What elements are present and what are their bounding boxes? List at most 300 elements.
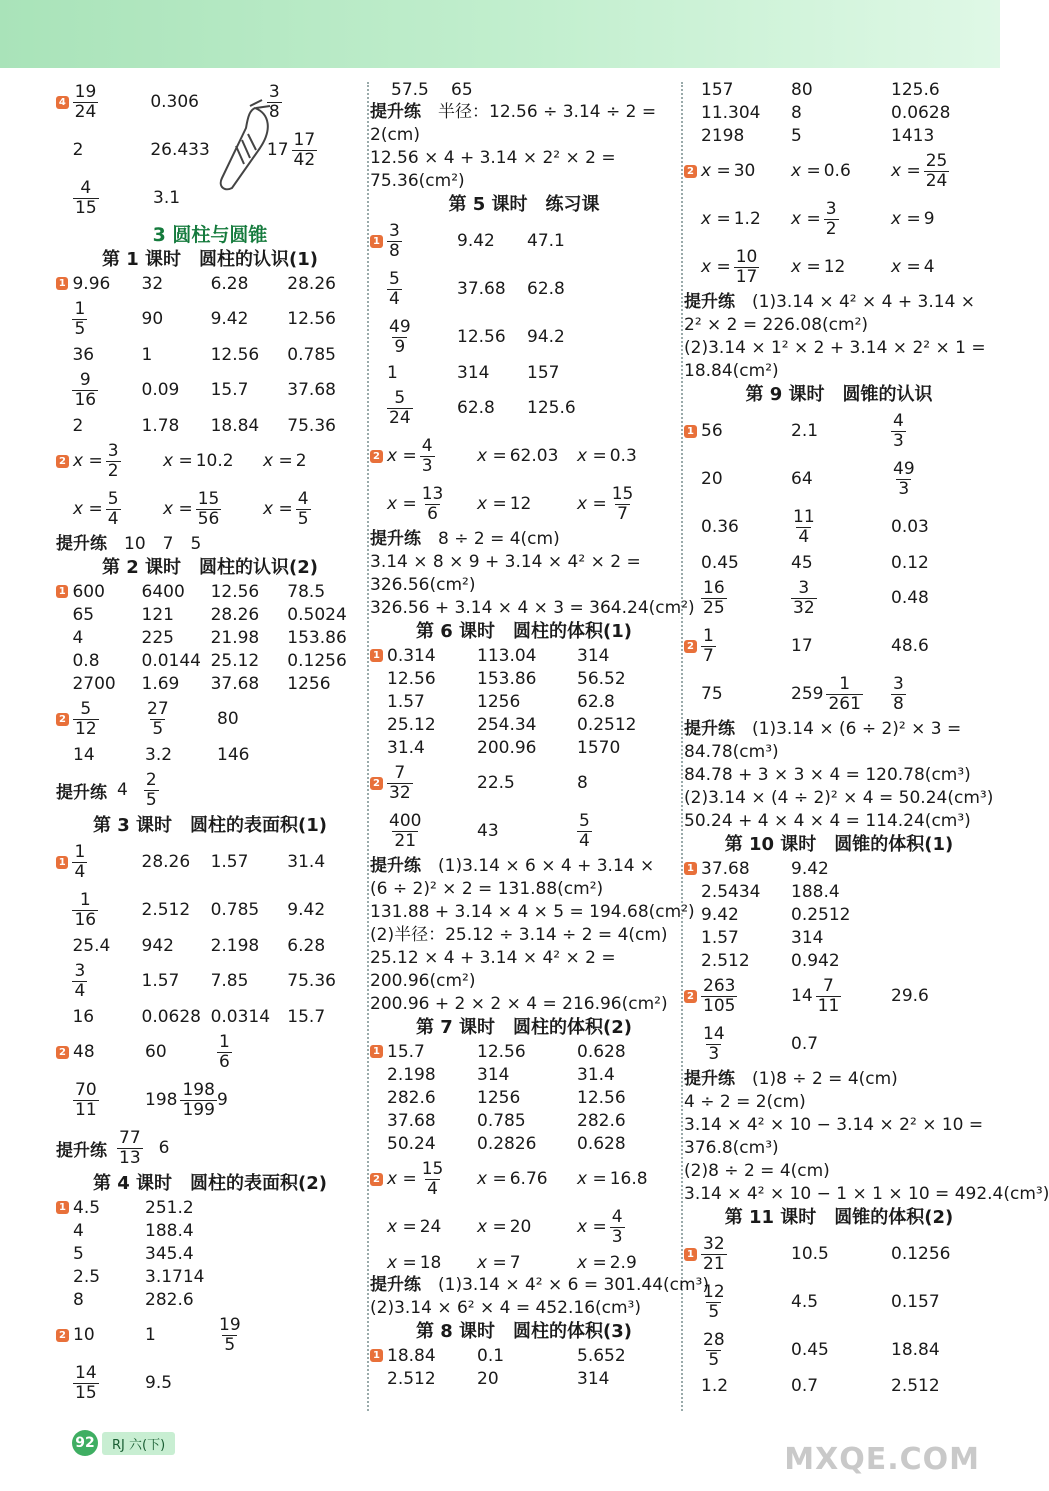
answer-row	[370, 667, 678, 690]
answer-cell: 2.198	[387, 1064, 436, 1085]
solution-line: (2)3.14 × 1² × 2 + 3.14 × 2² × 1 =	[684, 338, 986, 358]
solution-line: 200.96 + 2 × 2 × 4 = 216.96(cm²)	[370, 994, 668, 1014]
solution-line: 提升练 (1)3.14 × 6 × 4 + 3.14 ×	[370, 856, 655, 876]
solution-line: (2)3.14 × (4 ÷ 2)² × 4 = 50.24(cm³)	[684, 788, 994, 808]
fraction: $\frac{13}{6}$	[421, 483, 444, 524]
answer-row	[370, 1040, 678, 1063]
answer-row	[56, 626, 364, 649]
answer-cell: 1.2	[701, 1375, 729, 1396]
answer-cell: x = 0.3	[577, 446, 637, 466]
question-badge: 1	[56, 585, 68, 598]
answer-cell: 37.68	[287, 380, 336, 400]
answer-cell	[701, 1281, 791, 1322]
answer-cell: 62.8	[457, 398, 495, 418]
fraction: $\frac{11}{4}$	[793, 506, 815, 547]
fraction: $\frac{3}{2}$	[107, 440, 119, 481]
answer-cell: 18.84	[210, 415, 260, 436]
fraction: $\frac{17}{42}$	[293, 129, 316, 170]
fraction: $\frac{3}{8}$	[893, 673, 904, 714]
answer-row	[56, 1076, 364, 1124]
header-band	[0, 0, 1000, 68]
question-badge: 2	[684, 640, 697, 653]
answer-cell: 47.1	[527, 231, 565, 251]
answer-row	[370, 1132, 678, 1155]
answer-cell: 10.5	[791, 1244, 829, 1264]
answer-cell: 15.7	[287, 1006, 326, 1027]
answer-row	[56, 1311, 364, 1359]
fraction: $\frac{263}{105}$	[703, 975, 736, 1016]
answer-cell	[117, 1127, 143, 1168]
answer-cell: 18.84	[891, 1340, 940, 1360]
answer-cell: x = $\frac{4}{5}$	[263, 488, 309, 529]
answer-cell: 9.42	[287, 900, 326, 920]
fraction: $\frac{49}{9}$	[389, 316, 411, 357]
answer-cell: 80	[217, 709, 239, 729]
answer-row	[56, 1265, 364, 1288]
answer-cell	[387, 810, 477, 851]
answer-cell	[387, 762, 477, 803]
footer-tag: RJ 六(下)	[102, 1432, 175, 1455]
fraction: $\frac{16}{25}$	[703, 577, 725, 618]
lesson-title: 第 9 课时 圆锥的认识	[745, 384, 933, 405]
answer-cell	[577, 810, 667, 851]
lesson-title: 第 1 课时 圆柱的认识(1)	[101, 249, 319, 270]
fraction: $\frac{4}{3}$	[421, 435, 433, 476]
answer-cell: 2.1	[791, 421, 819, 441]
fraction: $\frac{1}{7}$	[703, 625, 714, 666]
answer-cell: 4	[73, 1220, 84, 1241]
answer-cell: 56.52	[577, 668, 626, 689]
answer-cell	[72, 960, 141, 1001]
answer-cell: 25.4	[72, 935, 111, 956]
answer-row	[370, 78, 678, 101]
fraction: $\frac{400}{21}$	[389, 810, 422, 851]
answer-cell: 7.85	[210, 971, 249, 991]
answer-cell: 65	[72, 604, 95, 625]
answer-cell: 31.4	[287, 852, 326, 872]
answer-cell: 48	[73, 1042, 95, 1062]
answer-cell: 60	[145, 1042, 167, 1062]
answer-cell: 198 $\frac{198}{199}$	[145, 1079, 215, 1120]
solution-line: 50.24 + 4 × 4 × 4 = 114.24(cm³)	[684, 811, 971, 831]
question-badge: 2	[684, 165, 697, 178]
answer-cell: 0.785	[477, 1110, 526, 1131]
fraction: $\frac{15}{56}$	[197, 488, 220, 529]
answer-cell	[144, 769, 159, 810]
answer-cell	[387, 268, 457, 309]
answer-row	[684, 1020, 994, 1068]
answer-cell: 3.1	[153, 188, 181, 208]
answer-row	[684, 195, 994, 243]
answer-cell: 259 $\frac{1}{261}$	[791, 673, 861, 714]
answer-cell: 20	[701, 469, 723, 489]
answer-cell: 36	[72, 344, 95, 365]
answer-cell: 9.42	[791, 858, 829, 879]
answer-cell: 0.2512	[791, 904, 851, 925]
answer-cell: 31.4	[577, 1064, 615, 1085]
answer-cell: 12.56	[577, 1087, 626, 1108]
answer-cell: 12.56	[387, 668, 436, 689]
answer-row	[684, 407, 994, 455]
answer-row	[370, 1063, 678, 1086]
question-badge: 2	[56, 1329, 69, 1342]
answer-row	[370, 1203, 678, 1251]
solution-line: 4 ÷ 2 = 2(cm)	[684, 1092, 806, 1112]
answer-cell: 157	[527, 362, 560, 383]
answer-cell: 11.304	[701, 102, 761, 123]
answer-cell: 282.6	[387, 1087, 436, 1108]
answer-row	[684, 670, 994, 718]
solution-line: 84.78(cm³)	[684, 742, 779, 762]
answer-row	[370, 1086, 678, 1109]
answer-cell: x = $\frac{15}{7}$	[577, 483, 634, 524]
answer-cell: 6.28	[287, 935, 326, 956]
answer-cell: 48.6	[891, 636, 929, 656]
answer-cell: 600	[72, 581, 105, 602]
answer-cell: 2700	[72, 673, 116, 694]
question-badge: 1	[370, 1045, 383, 1058]
answer-cell: 62.8	[527, 279, 565, 299]
answer-cell: 15.7	[210, 380, 249, 400]
question-badge: 2	[56, 1046, 69, 1059]
answer-cell: x = 18	[387, 1252, 442, 1273]
solution-line: (6 ÷ 2)² × 2 = 131.88(cm²)	[370, 879, 604, 899]
answer-row	[684, 503, 994, 551]
answer-row	[56, 1196, 364, 1219]
answer-row	[56, 886, 364, 934]
answer-row	[56, 603, 364, 626]
fraction: $\frac{70}{11}$	[75, 1079, 97, 1120]
solution-line: 提升练 (1)8 ÷ 2 = 4(cm)	[684, 1069, 898, 1089]
answer-row	[684, 78, 994, 101]
answer-cell: 0.0628	[141, 1006, 201, 1027]
fraction: $\frac{4}{3}$	[611, 1206, 623, 1247]
answer-cell: 50.24	[387, 1133, 436, 1154]
answer-cell: 10	[73, 1325, 95, 1345]
fraction: $\frac{19}{5}$	[219, 1314, 241, 1355]
answer-cell: 200.96	[477, 737, 537, 758]
fraction: $\frac{5}{12}$	[75, 698, 97, 739]
answer-cell: 8	[73, 1289, 84, 1310]
answer-row	[56, 414, 364, 437]
answer-cell: 9.42	[210, 309, 249, 329]
answer-cell	[701, 1023, 791, 1064]
answer-cell	[791, 506, 891, 547]
answer-row	[370, 736, 678, 759]
solution-line: 200.96(cm²)	[370, 971, 476, 991]
solution-line: 12.56 × 4 + 3.14 × 2² × 2 =	[370, 148, 616, 168]
answer-cell: 26.433	[150, 140, 210, 160]
answer-cell: x = 20	[477, 1217, 532, 1237]
answer-cell: 8	[791, 102, 802, 123]
lift-row: 提升练 $\frac{77}{13}$ 6	[56, 1127, 170, 1168]
answer-row	[56, 934, 364, 957]
answer-cell: 0.1	[477, 1345, 505, 1366]
answer-cell: 28.26	[141, 852, 191, 872]
answer-cell	[72, 298, 141, 339]
answer-cell: 0.48	[891, 588, 929, 608]
answer-row	[56, 743, 364, 766]
answer-cell: 5.652	[577, 1345, 626, 1366]
answer-cell: 17 $\frac{17}{42}$	[266, 129, 316, 170]
answer-row	[684, 949, 994, 972]
answer-cell: x = 2	[263, 451, 307, 471]
fraction: $\frac{1}{5}$	[74, 298, 86, 339]
fraction: $\frac{77}{13}$	[119, 1127, 141, 1168]
answer-cell: 2.512	[141, 900, 191, 920]
answer-row	[370, 1155, 678, 1203]
answer-cell: 0.306	[150, 92, 199, 112]
answer-cell: x = 0.6	[791, 161, 851, 181]
answer-cell	[701, 1233, 791, 1274]
answer-cell: 0.785	[210, 900, 260, 920]
answer-cell: 1	[387, 362, 398, 383]
answer-row	[370, 644, 678, 667]
answer-cell: x = 10.2	[163, 451, 234, 471]
solution-line: 376.8(cm³)	[684, 1138, 779, 1158]
answer-cell: x = 62.03	[477, 446, 559, 466]
solution-line: 25.12 × 4 + 3.14 × 4² × 2 =	[370, 948, 616, 968]
answer-cell: 0.1256	[891, 1244, 951, 1264]
fraction: $\frac{3}{32}$	[793, 577, 815, 618]
fraction: $\frac{49}{3}$	[893, 458, 915, 499]
answer-cell	[701, 577, 791, 618]
question-badge: 4	[56, 96, 69, 109]
answer-row	[56, 838, 364, 886]
answer-cell: 14	[73, 744, 95, 765]
answer-cell: 3.1714	[145, 1266, 205, 1287]
answer-cell	[73, 698, 145, 739]
answer-row	[370, 690, 678, 713]
answer-cell: 0.2512	[577, 714, 637, 735]
fraction: $\frac{7}{11}$	[817, 975, 840, 1016]
answer-cell	[73, 81, 151, 122]
answer-cell: 32	[141, 273, 164, 294]
answer-cell: 22.5	[477, 773, 515, 793]
answer-cell: x = 24	[387, 1217, 442, 1237]
lesson-title: 第 7 课时 圆柱的体积(2)	[415, 1017, 633, 1038]
question-badge: 2	[370, 450, 383, 463]
answer-cell: 2.512	[387, 1368, 436, 1389]
answer-cell: 314	[477, 1064, 510, 1085]
answer-cell: 2198	[701, 125, 745, 146]
page-number: 92	[72, 1430, 98, 1456]
answer-cell: 121	[141, 604, 174, 625]
lesson-title: 第 3 课时 圆柱的表面积(1)	[92, 815, 328, 836]
answer-cell: 4.5	[791, 1292, 819, 1312]
answer-cell: 0.1256	[287, 650, 347, 671]
answer-cell: x = 2.9	[577, 1252, 637, 1273]
lesson-title: 3 圆柱与圆锥	[152, 224, 268, 246]
answer-cell	[387, 220, 457, 261]
answer-cell	[217, 1314, 297, 1355]
answer-cell: x = 9	[891, 209, 935, 229]
fraction: $\frac{5}{4}$	[389, 268, 400, 309]
answer-cell	[387, 316, 457, 357]
answer-cell: 2	[72, 415, 84, 436]
answer-row	[56, 1005, 364, 1028]
answer-cell: x = $\frac{4}{3}$	[387, 435, 433, 476]
answer-row	[56, 1028, 364, 1076]
fraction: $\frac{25}{24}$	[925, 150, 948, 191]
question-badge: 1	[684, 425, 697, 438]
answer-row	[684, 972, 994, 1020]
answer-cell: x = 12	[791, 257, 846, 277]
answer-cell: 1.57	[387, 691, 425, 712]
answer-cell: 4	[117, 780, 128, 800]
answer-cell: 78.5	[287, 581, 326, 602]
answer-cell: x = 12	[477, 494, 532, 514]
answer-cell: 25.12	[387, 714, 436, 735]
answer-cell: x = $\frac{13}{6}$	[387, 483, 444, 524]
answer-row	[684, 147, 994, 195]
answer-cell: 1256	[477, 1087, 521, 1108]
solution-line: 2² × 2 = 226.08(cm²)	[684, 315, 869, 335]
answer-cell: 28.26	[210, 604, 260, 625]
fraction: $\frac{4}{3}$	[893, 410, 904, 451]
answer-cell: 1256	[287, 673, 331, 694]
fraction: $\frac{32}{21}$	[703, 1233, 725, 1274]
answer-cell: 153.86	[477, 668, 537, 689]
answer-cell: 20	[477, 1368, 499, 1389]
fraction: $\frac{3}{2}$	[825, 198, 837, 239]
answer-row	[684, 857, 994, 880]
answer-cell: 6400	[141, 581, 185, 602]
fraction: $\frac{27}{5}$	[147, 698, 169, 739]
answer-cell: 37.68	[387, 1110, 436, 1131]
answer-cell	[891, 410, 991, 451]
fraction: $\frac{14}{3}$	[703, 1023, 725, 1064]
answer-row	[684, 1278, 994, 1326]
answer-cell: x = $\frac{10}{17}$	[701, 246, 758, 287]
answer-cell: 1413	[891, 125, 935, 146]
answer-cell: 1256	[477, 691, 521, 712]
answer-cell: 0.628	[577, 1041, 626, 1062]
answer-cell: x = $\frac{15}{4}$	[387, 1158, 444, 1199]
answer-cell: 0.12	[891, 552, 929, 573]
page-footer	[72, 1430, 175, 1456]
fraction: $\frac{4}{15}$	[75, 177, 97, 218]
fraction: $\frac{10}{17}$	[735, 246, 758, 287]
answer-cell: 146	[217, 744, 250, 765]
answer-cell: 0.628	[577, 1133, 626, 1154]
answer-row	[370, 480, 678, 528]
answer-cell: 942	[141, 935, 174, 956]
answer-row	[684, 1326, 994, 1374]
answer-cell: 2.512	[701, 950, 750, 971]
answer-cell: 0.36	[701, 517, 739, 537]
answer-cell: 188.4	[145, 1220, 194, 1241]
answer-cell	[73, 1079, 145, 1120]
watermark: MXQE.COM	[784, 1442, 980, 1477]
answer-cell: 2.198	[210, 935, 260, 956]
answer-cell: 75.36	[287, 971, 336, 991]
lesson-title: 第 6 课时 圆柱的体积(1)	[415, 621, 633, 642]
fraction: $\frac{15}{7}$	[611, 483, 634, 524]
fraction: $\frac{3}{4}$	[74, 960, 86, 1001]
lift-row: 提升练 4 $\frac{2}{5}$	[56, 769, 157, 810]
answer-row	[370, 1344, 678, 1367]
lesson-title: 第 10 课时 圆锥的体积(1)	[724, 834, 954, 855]
question-badge: 1	[56, 277, 68, 290]
solution-line: (2)8 ÷ 2 = 4(cm)	[684, 1161, 830, 1181]
question-badge: 1	[684, 862, 697, 875]
solution-line: 131.88 + 3.14 × 4 × 5 = 194.68(cm²)	[370, 902, 695, 922]
question-badge: 1	[370, 235, 383, 248]
answer-cell: 37.68	[701, 858, 750, 879]
answer-cell: 2.512	[891, 1375, 940, 1396]
answer-cell: 0.942	[791, 950, 840, 971]
fraction: $\frac{2}{5}$	[145, 769, 157, 810]
answer-cell: 1.78	[141, 415, 180, 436]
answer-cell: 21.98	[210, 627, 260, 648]
column-divider	[367, 82, 369, 1411]
fraction: $\frac{3}{8}$	[268, 81, 280, 122]
answer-cell: 314	[577, 645, 610, 666]
question-badge: 1	[684, 1248, 697, 1261]
answer-cell: 0.8	[72, 650, 100, 671]
solution-line: 提升练 (1)3.14 × 4² × 6 = 301.44(cm³)	[370, 1275, 710, 1295]
fraction: $\frac{1}{16}$	[74, 889, 97, 930]
answer-cell: 29.6	[891, 986, 929, 1006]
answer-cell: 1	[145, 1325, 156, 1345]
answer-cell: 28.26	[287, 273, 336, 294]
answer-row	[684, 551, 994, 574]
answer-cell: x = $\frac{5}{4}$	[73, 488, 119, 529]
answer-cell: 314	[791, 927, 824, 948]
answer-cell	[701, 1329, 791, 1370]
answer-row	[370, 759, 678, 807]
answer-cell: 12.56	[210, 581, 260, 602]
answer-cell: 1	[141, 344, 153, 365]
answer-cell: 0.157	[891, 1292, 940, 1312]
answer-cell: 314	[577, 1368, 610, 1389]
fraction: $\frac{3}{8}$	[389, 220, 400, 261]
answer-cell: x = $\frac{4}{3}$	[577, 1206, 623, 1247]
question-badge: 2	[56, 713, 69, 726]
fraction: $\frac{5}{4}$	[107, 488, 119, 529]
solution-line: 提升练 (1)3.14 × (6 ÷ 2)² × 3 =	[684, 719, 962, 739]
lesson-title: 第 11 课时 圆锥的体积(2)	[724, 1207, 954, 1228]
answer-row	[56, 437, 364, 485]
answer-cell: 56	[701, 421, 723, 441]
answer-cell	[891, 673, 991, 714]
answer-cell: 314	[457, 362, 490, 383]
solution-line: 3.14 × 8 × 9 + 3.14 × 4² × 2 =	[370, 552, 641, 572]
answer-row	[684, 243, 994, 291]
answer-cell: 5	[73, 1243, 84, 1264]
fraction: $\frac{9}{16}$	[74, 369, 97, 410]
answer-cell: 65	[451, 79, 473, 100]
answer-cell: x = 16.8	[577, 1169, 648, 1189]
answer-cell	[145, 698, 217, 739]
answer-cell	[701, 975, 791, 1016]
answer-cell: 43	[477, 821, 499, 841]
solution-line: 提升练 8 ÷ 2 = 4(cm)	[370, 529, 560, 549]
fraction: $\frac{5}{4}$	[579, 810, 590, 851]
answer-cell: 12.56	[210, 344, 260, 365]
answer-cell: x = 6.76	[477, 1169, 548, 1189]
answer-cell: 0.5024	[287, 604, 347, 625]
answer-cell: 75	[701, 684, 723, 704]
answer-cell: x = 1.2	[701, 209, 761, 229]
question-badge: 2	[56, 455, 69, 468]
answer-cell: 0.09	[141, 380, 180, 400]
answer-row	[56, 295, 364, 343]
answer-cell: 251.2	[145, 1197, 194, 1218]
answer-row	[56, 126, 364, 174]
question-badge: 1	[56, 856, 68, 869]
